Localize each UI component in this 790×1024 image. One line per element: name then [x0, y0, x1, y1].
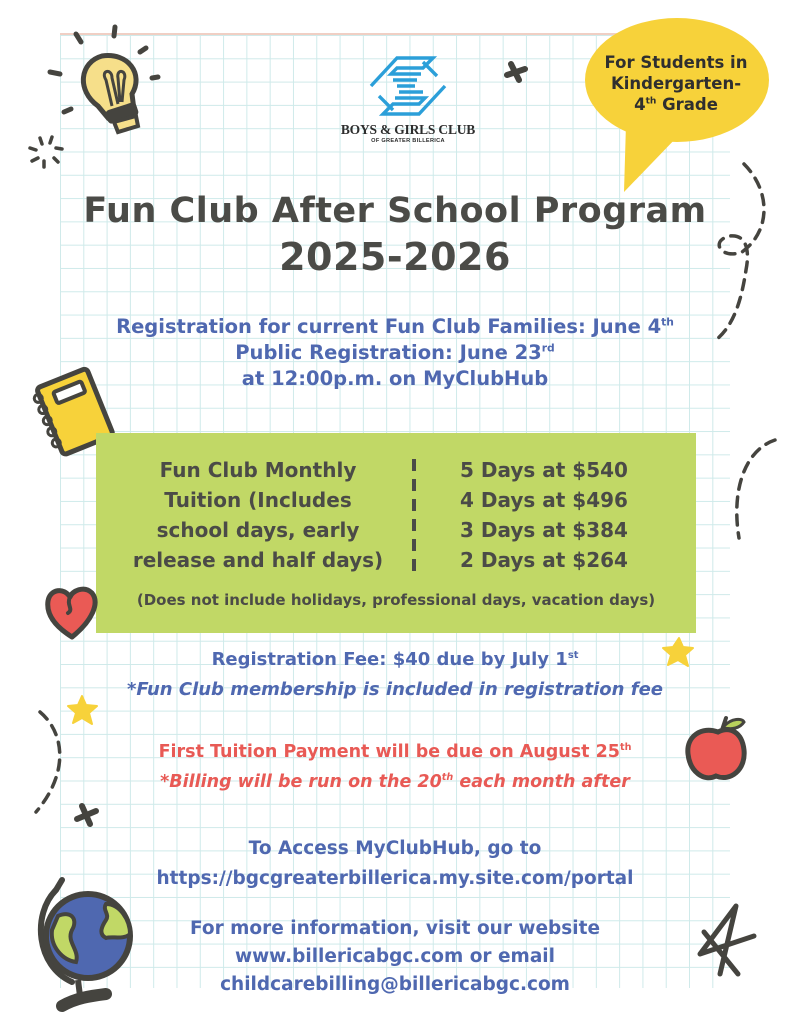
bubble-line-3: 4th Grade: [634, 95, 718, 114]
access-instruction: To Access MyClubHub, go to: [248, 838, 542, 859]
logo-subtitle: OF GREATER BILLERICA: [371, 138, 445, 144]
rate-5-days: 5 Days at $540: [460, 458, 628, 482]
cross-icon: [72, 800, 102, 830]
logo-name: BOYS & GIRLS CLUB: [340, 122, 476, 137]
website-line[interactable]: www.billericabgc.com or email: [235, 946, 555, 967]
email-link[interactable]: childcarebilling@billericabgc.com: [220, 974, 570, 995]
title-years: 2025-2026: [279, 235, 511, 279]
current-families-registration: Registration for current Fun Club Families: June 4th: [116, 315, 674, 338]
lightbulb-icon: [40, 22, 170, 142]
billing-schedule: *Billing will be run on the 20th each month after: [160, 772, 630, 792]
heart-icon: [44, 583, 100, 641]
registration-dates: [60, 314, 730, 392]
tuition-rates: [424, 455, 664, 575]
bubble-line-1: For Students in: [604, 53, 748, 72]
fee-amount: Registration Fee: $40 due by July 1st: [211, 649, 579, 670]
rate-2-days: 2 Days at $264: [460, 548, 628, 572]
handshake-logo-icon: [353, 52, 463, 120]
bubble-line-2: Kindergarten-: [610, 74, 742, 93]
portal-link[interactable]: https://bgcgreaterbillerica.my.site.com/portal: [156, 868, 634, 889]
info-intro: For more information, visit our website: [189, 918, 601, 939]
membership-note: *Fun Club membership is included in registration fee: [126, 679, 663, 700]
title-line-1: Fun Club After School Program: [83, 191, 707, 231]
registration-fee: [60, 645, 730, 705]
tuition-exclusions-note: (Does not include holidays, professional days, vacation days): [136, 591, 656, 609]
cross-icon: [503, 58, 531, 86]
sparkle-icon: [26, 134, 66, 170]
first-payment-due: First Tuition Payment will be due on August 25th: [158, 742, 632, 762]
bgc-logo: [318, 52, 498, 144]
rate-3-days: 3 Days at $384: [460, 518, 628, 542]
payment-info: [60, 737, 730, 797]
registration-time: at 12:00p.m. on MyClubHub: [241, 367, 549, 390]
contact-info: [60, 915, 730, 999]
page-title: [60, 188, 730, 280]
tuition-description: Fun Club Monthly Tuition (Includes school days, early release and half days): [132, 458, 384, 572]
tuition-box: [96, 433, 696, 633]
rate-4-days: 4 Days at $496: [460, 488, 628, 512]
public-registration: Public Registration: June 23rd: [235, 341, 555, 364]
dashed-arc-right: [715, 430, 790, 540]
myclubhub-access: [60, 834, 730, 894]
dashed-divider: [412, 459, 416, 577]
